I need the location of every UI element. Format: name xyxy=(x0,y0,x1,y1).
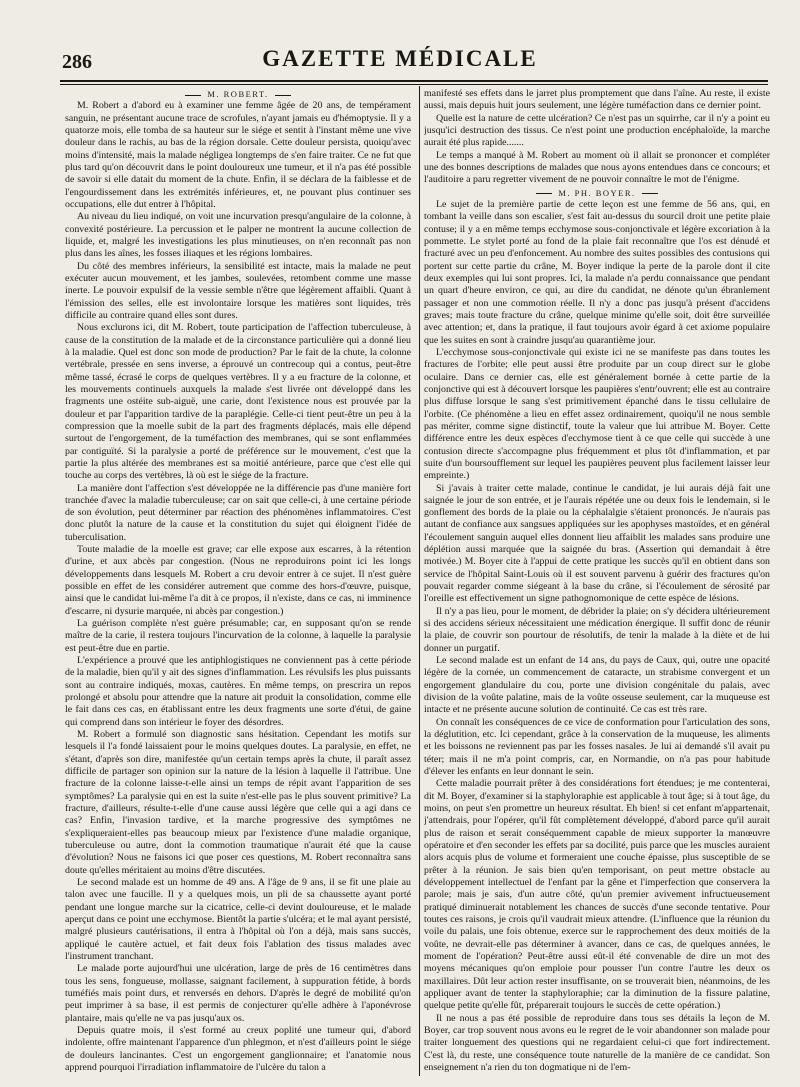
paragraph: Le malade porte aujourd'hui une ulcération, large de près de 16 centimètres dans tous les sens, fongueuse, mollasse, saignant facilement, à suppuration fétide, à bords tuméfiés mais point durs, et renversés en dehors. D'après le degré de mobilité qu'on peut imprimer à sa base, il est permis de conjecturer qu'elle adhère à l'aponévrose plantaire, mais qu'elle ne va pas jusqu'aux os. xyxy=(65,963,411,1024)
paragraph: Cette maladie pourrait prêter à des considérations fort étendues; je me contenterai, dit M. Boyer, d'examiner si la staphyloraphie est applicable à tout âge; si à tout âge, du moins, on peut s'en promettre un heureux résultat. Eh bien! si cet enfant m'appartenait, j'attendrais, pour l'opérer, qu'il fût complètement développé, d'abord parce qu'il aurait plus de raison et serait conséquemment capable de mieux supporter la manœuvre opératoire et d'en seconder les effets par sa docilité, puis parce que les muscles auraient alors acquis plus de volume et formeraient une couche épaisse, plus susceptible de se prêter à la réunion. Je sais bien qu'en temporisant, on peut mettre obstacle au développement intellectuel de l'enfant par la gêne et l'imperfection que conservera la parole; mais je sais, d'un autre côté, qu'un premier avivement infructueusement pratiqué diminuerait notablement les chances de succès d'une seconde tentative. Pour toutes ces raisons, je crois qu'il vaudrait mieux attendre. (L'influence que la réunion du voile du palais, une fois obtenue, exerce sur le rapprochement des deux moitiés de la voûte, ne devrait-elle pas déterminer à avancer, dans ce cas, de quelques années, le moment de l'opération? Peut-être aussi eût-il été convenable de dire un mot des moyens mécaniques qu'on emploie pour pousser l'un contre l'autre les deux os maxillaires. Dût leur action rester insuffisante, on se trouverait bien, néanmoins, de les appliquer avant de tenter la staphyloraphie; car la diminution de la fissure palatine, quelque petite qu'elle fût, préparerait toujours le succès de cette opération.) xyxy=(424,778,770,1012)
header-rule-thin xyxy=(60,84,768,85)
paragraph: Du côté des membres inférieurs, la sensibilité est intacte, mais la malade ne peut exécuter aucun mouvement, et les jambes, soulevées, retombent comme une masse inerte. Le pouvoir expulsif de la vessie semble n'être que légèrement affaibli. Quant à l'émission des selles, elle est involontaire lorsque les matières sont liquides, très difficile au contraire quand elles sont dures. xyxy=(65,260,411,321)
paragraph: Depuis quatre mois, il s'est formé au creux poplité une tumeur qui, d'abord indolente, offre maintenant l'apparence d'un phlegmon, et n'est d'ailleurs point le siége de douleurs lancinantes. C'est un engorgement ganglionnaire; et l'anatomie nous apprend pourquoi l'irradiation inflammatoire de l'ulcère du talon a xyxy=(65,1024,411,1073)
column-divider xyxy=(419,86,420,1076)
paragraph: Quelle est la nature de cette ulcération? Ce n'est pas un squirrhe, car il n'y a point eu jusqu'ici destruction des tissus. Ce n'est point une production encéphaloïde, la marche aurait été plus rapide....... xyxy=(424,112,770,149)
paragraph: Au niveau du lieu indiqué, on voit une incurvation presqu'angulaire de la colonne, à convexité postérieure. La percussion et le palper ne montrent la aucune collection de liquide, et, malgré les investigations les plus minutieuses, on n'en reconnaît pas non plus dans les aînes, les fosses iliaques et les régions lombaires. xyxy=(65,211,411,260)
right-column xyxy=(424,88,770,1078)
paragraph: Nous exclurons ici, dit M. Robert, toute participation de l'affection tuberculeuse, à cause de la constitution de la malade et de la circonstance particulière qui a donné lieu à la maladie. Quel est donc son mode de production? Par le fait de la chute, la colonne vertébrale, pressée en sens inverse, a éprouvé un contrecoup qui a contus, peut-être même tassé, écrasé le corps de quelques vertèbres. Il y a eu fracture de la colonne, et les mouvements continuels auxquels la malade s'est livrée ont développé dans les fragments une ostéite sub-aiguë, une carie, dont l'existence nous est prouvée par la douleur et par l'apparition tardive de la paraplégie. Celle-ci tient peut-être un peu à la compression que la moelle subit de la part des fragments déplacés, mais elle dépend surtout de l'engorgement, de la tuméfaction des membranes, qui se sont enflammées par contiguïté. Si la paralysie a porté de préférence sur le mouvement, c'est que la partie la plus altérée des membranes est sa moitié antérieure, parce que c'est elle qui touche au corps des vertèbres, là où est le siége de la fracture. xyxy=(65,322,411,482)
paragraph: M. Robert a formulé son diagnostic sans hésitation. Cependant les motifs sur lesquels il l'a fondé laissaient pour le moins quelques doutes. La paralysie, en effet, ne s'étant, d'après son dire, manifestée qu'un certain temps après la chute, il paraît assez difficile de partager son opinion sur la nature de la lésion à laquelle il l'attribue. Une fracture de la colonne laisse-t-elle ainsi un temps de répit avant l'apparition de ses symptômes? La paralysie qui en est la suite n'est-elle pas le plus souvent primitive? La fracture, d'ailleurs, résulte-t-elle d'une cause aussi légère que celle qui a agi dans ce cas? Enfin, l'invasion tardive, et la marche progressive des symptômes ne s'expliqueraient-elles pas beaucoup mieux par l'existence d'une maladie organique, tuberculeuse ou autre, dont la commotion traumatique n'aurait été que la cause d'évolution? Nous ne faisons ici que poser ces questions, M. Robert reconnaîtra sans doute qu'elles méritaient au moins d'être discutées. xyxy=(65,729,411,876)
left-column xyxy=(65,88,411,1078)
masthead-title: GAZETTE MÉDICALE xyxy=(262,46,538,71)
paragraph: Le temps a manqué à M. Robert au moment où il allait se prononcer et compléter une des bonnes descriptions de malades que nous ayons entendues dans ce concours; et l'auditoire a paru regretter vivement de ne pouvoir connaître le mot de l'énigme. xyxy=(424,149,770,186)
paragraph: Il ne nous a pas été possible de reproduire dans tous ses détails la leçon de M. Boyer, car trop souvent nous avons eu le regret de le voir abandonner son malade pour traiter longuement des questions qui ne regardaient celui-ci que fort indirectement. C'est là, du reste, une conséquence toute naturelle de la manière de ce candidat. Son enseignement n'a rien du ton dogmatique ni de l'em- xyxy=(424,1012,770,1073)
paragraph: Le second malade est un enfant de 14 ans, du pays de Caux, qui, outre une opacité légère de la cornée, un commencement de cataracte, un strabisme convergent et un engorgement glandulaire du cou, porte une division congénitale du palais, avec division de la voûte palatine, mais de la voûte osseuse seulement, car la muqueuse est intacte et ne présente aucune solution de continuité. Ce cas est très rare. xyxy=(424,655,770,716)
paragraph: Il n'y a pas lieu, pour le moment, de débrider la plaie; on s'y décidera ultérieurement si des accidens sérieux nécessitaient une médication énergique. Il suffit donc de réunir la plaie, de couvrir son pourtour de résolutifs, de tenir la malade à la diète et de lui donner un purgatif. xyxy=(424,605,770,654)
paragraph: Si j'avais à traiter cette malade, continue le candidat, je lui aurais déjà fait une saignée le jour de son entrée, et je l'aurais répétée une ou deux fois le lendemain, si le gonflement des bords de la plaie ou la céphalalgie s'étaient prononcés. Je n'aurais pas autant de confiance aux sangsues appliquées sur les apophyses mastoïdes, et en général l'écoulement sanguin auquel elles donnent lieu affaiblit les malades sans produire une déplétion aussi marquée que la saignée du bras. (Assertion qui demandait à être motivée.) M. Boyer cite à l'appui de cette pratique les succès qu'il en obtient dans son service de l'hôpital Saint-Louis où il est souvent parvenu à guérir des fractures qu'on pouvait regarder comme siégeant à la base du crâne, si l'écoulement de sérosité par l'oreille est effectivement un signe pathognomonique de cette espèce de lésions. xyxy=(424,482,770,605)
paragraph: M. Robert a d'abord eu à examiner une femme âgée de 20 ans, de tempérament sanguin, ne présentant aucune trace de scrofules, n'ayant jamais eu d'hémoptysie. Il y a quatorze mois, elle tomba de sa hauteur sur le siége et sentit à l'instant même une vive douleur dans le rachis, au bas de la région dorsale. Cette douleur persista, quoiqu'avec moins d'intensité, mais la malade négligea longtemps de s'en faire traiter. Ce ne fut que plus tard qu'on découvrit dans le point douloureux une tumeur, et il n'a pas été possible de savoir si elle datait du moment de la chute. Enfin, il se déclara de la faiblesse et de l'engourdissement dans les extrémités inférieures, et, ne pouvant plus continuer ses occupations, elle dut entrer à l'hôpital. xyxy=(65,100,411,210)
paragraph: La guérison complète n'est guère présumable; car, en supposant qu'on se rende maître de la carie, il restera toujours l'incurvation de la colonne, à laquelle la paralysie est peut-être due en partie. xyxy=(65,618,411,654)
section-heading-robert: M. ROBERT. xyxy=(65,88,411,100)
paragraph: Le sujet de la première partie de cette leçon est une femme de 56 ans, qui, en tombant la veille dans son escalier, s'est fait au-dessus du sourcil droit une petite plaie contuse; il y a en même temps ecchymose sous-conjonctivale et légère excoriation à la pommette. Le stylet porté au fond de la plaie fait reconnaître que l'os est dénudé et fracturé avec un peu d'enfoncement. Au nombre des suites possibles des contusions qui portent sur cette partie du crâne, M. Boyer indique la perte de la parole dont il cite deux exemples qui lui sont propres. Ici, la malade n'a perdu connaissance que pendant un quart d'heure environ, ce qui, au dire du candidat, ne dénote qu'un ébranlement passager et non une commotion réelle. Il n'y a donc pas jusqu'à présent d'accidens graves; mais toute fracture du crâne, quelque minime qu'elle soit, doit être surveillée avec attention; et, dans la pratique, il faut toujours avoir égard à cet axiome populaire que les suites en sont à craindre jusqu'au quarantième jour. xyxy=(424,198,770,346)
paragraph: On connaît les conséquences de ce vice de conformation pour l'articulation des sons, la déglutition, etc. Ici cependant, grâce à la conservation de la muqueuse, les aliments et les boissons ne reviennent pas par les fosses nasales. Je lui ai demandé s'il avait pu téter; mais il ne m'a point compris, car, en Normandie, on n'a pas pour habitude d'élever les enfants en leur donnant le sein. xyxy=(424,716,770,778)
paragraph: L'expérience a prouvé que les antiphlogistiques ne conviennent pas à cette période de la maladie, bien qu'il y ait des signes d'inflammation. Les révulsifs les plus puissants sont au contraire indiqués, moxas, cautères. En même temps, on prescrira un repos prolongé et absolu pour attendre que la nature ait produit la consolidation, comme elle le fait dans ces cas, en établissant entre les deux fragments une sorte d'étui, de gaine qui comprend dans son intérieur le foyer des désordres. xyxy=(65,655,411,728)
page-number: 286 xyxy=(62,51,92,73)
paragraph: manifesté ses effets dans le jarret plus promptement que dans l'aîne. Au reste, il existe aussi, mais depuis huit jours seulement, une légère tuméfaction dans ce dernier point. xyxy=(424,88,770,112)
paragraph: Toute maladie de la moelle est grave; car elle expose aux escarres, à la rétention d'urine, et aux abcès par congestion. (Nous ne reproduirons point ici les longs développements dans lesquels M. Robert a cru devoir entrer à ce sujet. Il n'est guère possible en effet de les considérer autrement que comme des hors-d'œuvre, puisque, ainsi que le candidat lui-même l'a dit à ce propos, il n'existe, dans ce cas, ni imminence d'escarre, ni dysurie marquée, ni abcès par congestion.) xyxy=(65,544,411,617)
section-heading-boyer: M. PH. BOYER. xyxy=(424,187,770,199)
paragraph: La manière dont l'affection s'est développée ne la différencie pas d'une manière fort tranchée d'avec la maladie tuberculeuse; car on sait que celle-ci, à une certaine période de son évolution, peut déterminer par réaction des phénomènes inflammatoires. C'est donc plutôt la nature de la cause et la constitution du sujet qui éloignent l'idée de tuberculisation. xyxy=(65,482,411,543)
paragraph: Le second malade est un homme de 49 ans. A l'âge de 9 ans, il se fit une plaie au talon avec une faucille. Il y a quelques mois, un pli de sa chaussette ayant porté pendant une longue marche sur la cicatrice, celle-ci devint douloureuse, et le malade aperçut dans ce point une ecchymose. Bientôt la partie s'ulcéra; et le mal ayant persisté, malgré plusieurs cautérisations, il entra à l'hôpital où l'on a déjà, mais sans succès, appliqué le cautère actuel, et fait deux fois l'ablation des tissus malades avec l'instrument tranchant. xyxy=(65,877,411,962)
header-rule xyxy=(60,80,768,82)
paragraph: L'ecchymose sous-conjonctivale qui existe ici ne se manifeste pas dans toutes les fractures de l'orbite; elle peut aussi être produite par un coup direct sur le globe oculaire. Dans ce dernier cas, elle est généralement bornée à cette partie de la conjonctive qui est à découvert lorsque les paupières s'entr'ouvrent; elle est au contraire plus diffuse lorsque le sang s'est primitivement épanché dans le tissu cellulaire de l'orbite. (Ce phénomène a lieu en effet assez ordinairement, quoiqu'il ne nous semble pas mériter, comme signe distinctif, toute la valeur que lui attribue M. Boyer. Cette différence entre les deux espèces d'ecchymose tient à ce que celle qui succède à une contusion directe s'accompagne plus fréquemment et plus tôt d'inflammation, et par suite d'un boursoufflement sur lequel les paupières peuvent plus facilement laisser leur empreinte.) xyxy=(424,346,770,482)
